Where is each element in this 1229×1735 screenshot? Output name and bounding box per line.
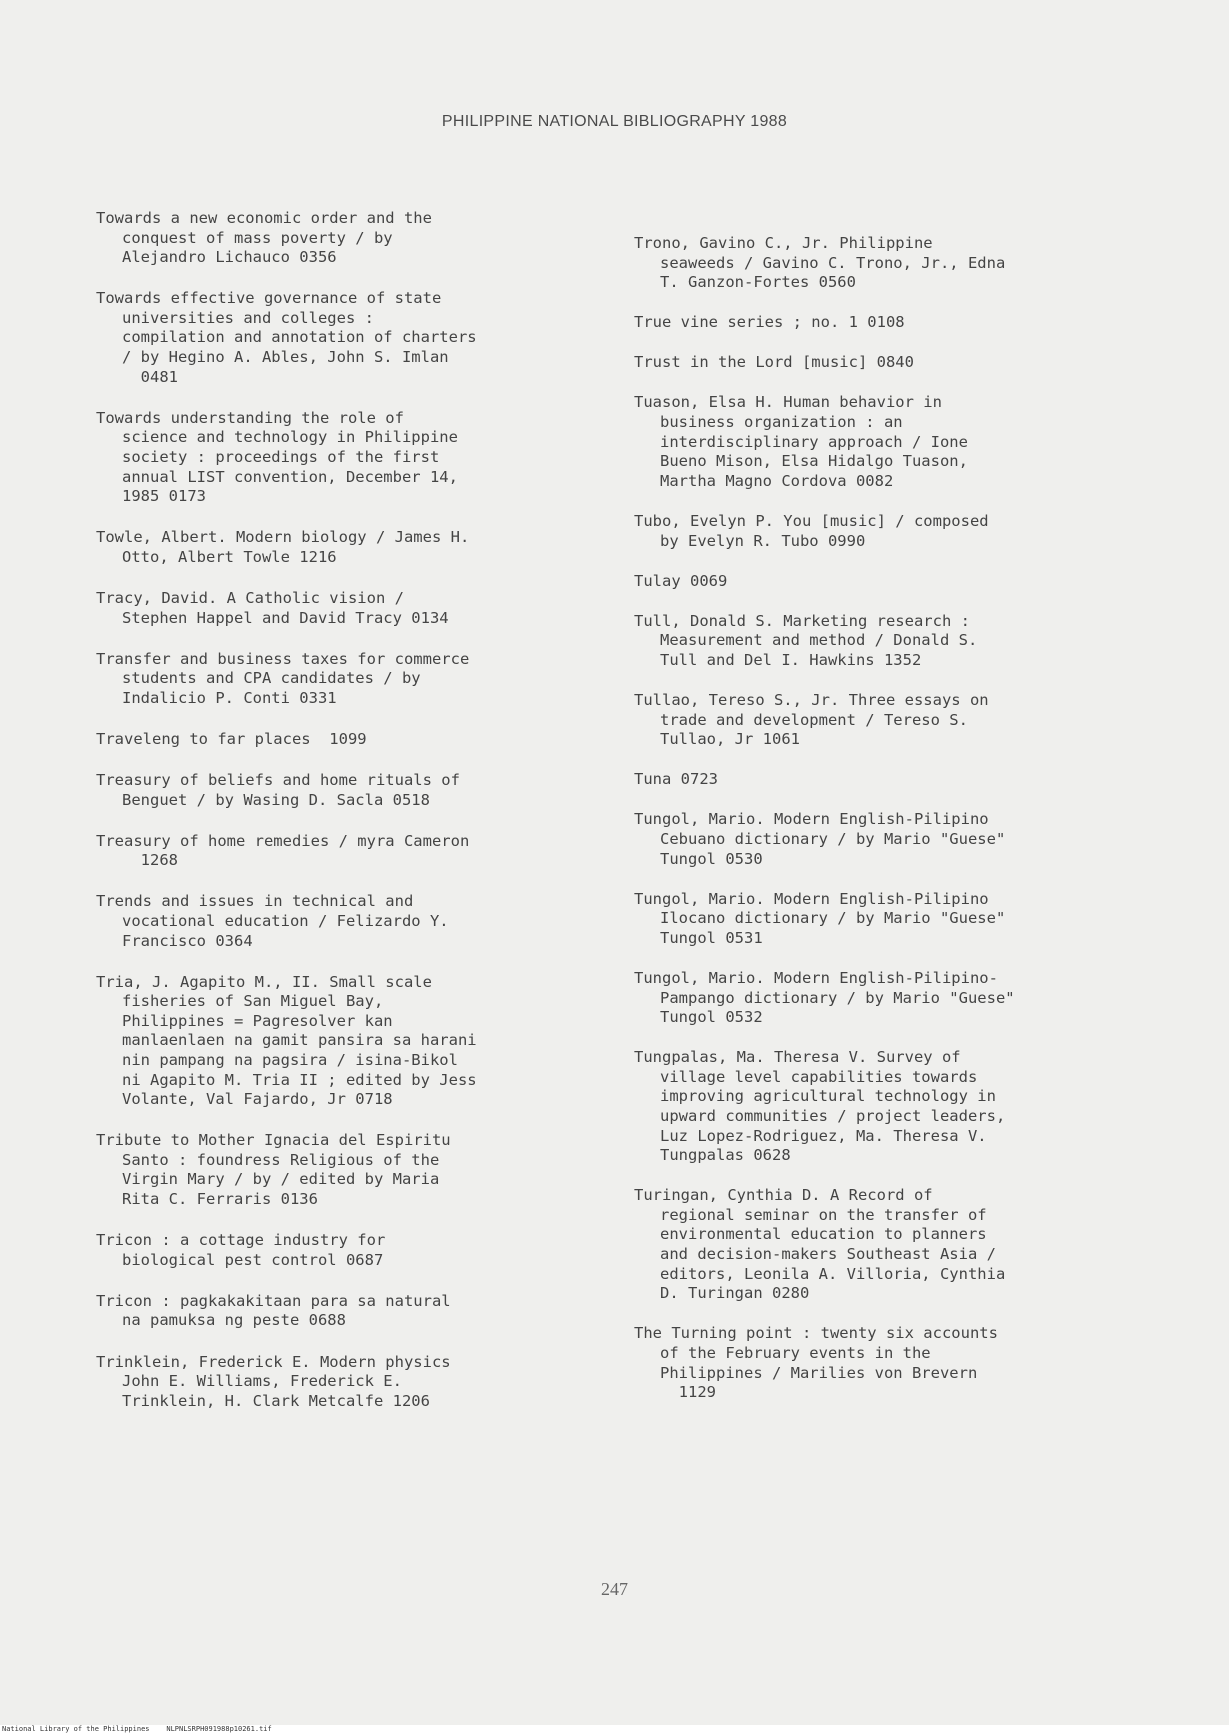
bibliography-entry: Treasury of beliefs and home rituals of Benguet / by Wasing D. Sacla 0518 bbox=[96, 770, 460, 809]
page-number: 247 bbox=[601, 1579, 628, 1599]
bibliography-entry: Tricon : a cottage industry for biological pest control 0687 bbox=[96, 1231, 386, 1269]
left-column bbox=[96, 209, 616, 1433]
bibliography-entry: Towards a new economic order and the conquest of mass poverty / by Alejandro Lichauco 0356 bbox=[96, 209, 432, 267]
bibliography-entry: Tribute to Mother Ignacia del Espiritu Santo : foundress Religious of the Virgin Mary / by / edited by Maria Rita C. Ferraris 0136 bbox=[96, 1131, 451, 1209]
bibliography-entry: Tungol, Mario. Modern English-Pilipino Cebuano dictionary / by Mario "Guese" Tungol 0530 bbox=[634, 810, 1006, 868]
bibliography-entry: Trends and issues in technical and vocational education / Felizardo Y. Francisco 0364 bbox=[96, 892, 449, 950]
bibliography-entry: Treasury of home remedies / myra Cameron 1268 bbox=[96, 831, 470, 870]
bibliography-entry: Transfer and business taxes for commerce students and CPA candidates / by Indalicio P. Conti 0331 bbox=[96, 649, 470, 707]
bibliography-entry: Tria, J. Agapito M., II. Small scale fisheries of San Miguel Bay, Philippines = Pagresolver kan manlaenlaen na gamit pansira sa harani nin pampang na pagsira / isina-Bikol ni Agapito M. Tria II ; edited by Jess Volante, Val Fajardo, Jr 0718 bbox=[96, 972, 477, 1109]
bibliography-entry: Tullao, Tereso S., Jr. Three essays on trade and development / Tereso S. Tullao, Jr 1061 bbox=[634, 691, 989, 749]
bibliography-entry: Tungpalas, Ma. Theresa V. Survey of village level capabilities towards improving agricultural technology in upward communities / project leaders, Luz Lopez-Rodriguez, Ma. Theresa V. Tungpalas 0628 bbox=[634, 1048, 1006, 1165]
scan-footer-text: National Library of the Philippines NLPNLSRPH091988p10261.tif bbox=[2, 1725, 272, 1733]
bibliography-entry: Trono, Gavino C., Jr. Philippine seaweeds / Gavino C. Trono, Jr., Edna T. Ganzon-Fortes 0560 bbox=[634, 234, 1006, 292]
bibliography-entry: Tricon : pagkakakitaan para sa natural na pamuksa ng peste 0688 bbox=[96, 1291, 451, 1330]
bibliography-entry: Towards understanding the role of science and technology in Philippine society : proceedings of the first annual LIST convention, December 14, 1985 0173 bbox=[96, 408, 458, 506]
bibliography-entry: Tull, Donald S. Marketing research : Measurement and method / Donald S. Tull and Del I. Hawkins 1352 bbox=[634, 611, 978, 669]
bibliography-entry: Tuason, Elsa H. Human behavior in business organization : an interdisciplinary approach / Ione Bueno Mison, Elsa Hidalgo Tuason, Martha Magno Cordova 0082 bbox=[634, 393, 968, 490]
bibliography-entry: True vine series ; no. 1 0108 bbox=[634, 313, 905, 332]
bibliography-entry: Towle, Albert. Modern biology / James H. Otto, Albert Towle 1216 bbox=[96, 528, 470, 566]
bibliography-entry: Tulay 0069 bbox=[634, 571, 728, 590]
bibliography-entry: The Turning point : twenty six accounts of the February events in the Philippines / Marilies von Brevern 1129 bbox=[634, 1324, 998, 1402]
bibliography-entry: Trinklein, Frederick E. Modern physics John E. Williams, Frederick E. Trinklein, H. Clark Metcalfe 1206 bbox=[96, 1352, 451, 1410]
bibliography-entry: Towards effective governance of state universities and colleges : compilation and annotation of charters / by Hegino A. Ables, John S. Imlan 0481 bbox=[96, 289, 477, 386]
bibliography-entry: Tuna 0723 bbox=[634, 770, 718, 789]
bibliography-entry: Tracy, David. A Catholic vision / Stephen Happel and David Tracy 0134 bbox=[96, 588, 449, 627]
page-header: PHILIPPINE NATIONAL BIBLIOGRAPHY 1988 bbox=[441, 113, 788, 130]
right-column bbox=[634, 234, 1154, 1423]
scan-footer bbox=[0, 1725, 1229, 1735]
bibliography-entry: Tungol, Mario. Modern English-Pilipino- Pampango dictionary / by Mario "Guese" Tungol 0532 bbox=[634, 968, 1015, 1027]
bibliography-entry: Turingan, Cynthia D. A Record of regional seminar on the transfer of environmental education to planners and decision-makers Southeast Asia / editors, Leonila A. Villoria, Cynthia D. Turingan 0280 bbox=[634, 1186, 1006, 1303]
bibliography-entry: Tungol, Mario. Modern English-Pilipino Ilocano dictionary / by Mario "Guese" Tungol 0531 bbox=[634, 889, 1006, 947]
bibliography-entry: Tubo, Evelyn P. You [music] / composed by Evelyn R. Tubo 0990 bbox=[634, 511, 989, 550]
bibliography-entry: Trust in the Lord [music] 0840 bbox=[634, 353, 914, 372]
bibliography-entry: Traveleng to far places 1099 bbox=[96, 729, 367, 748]
